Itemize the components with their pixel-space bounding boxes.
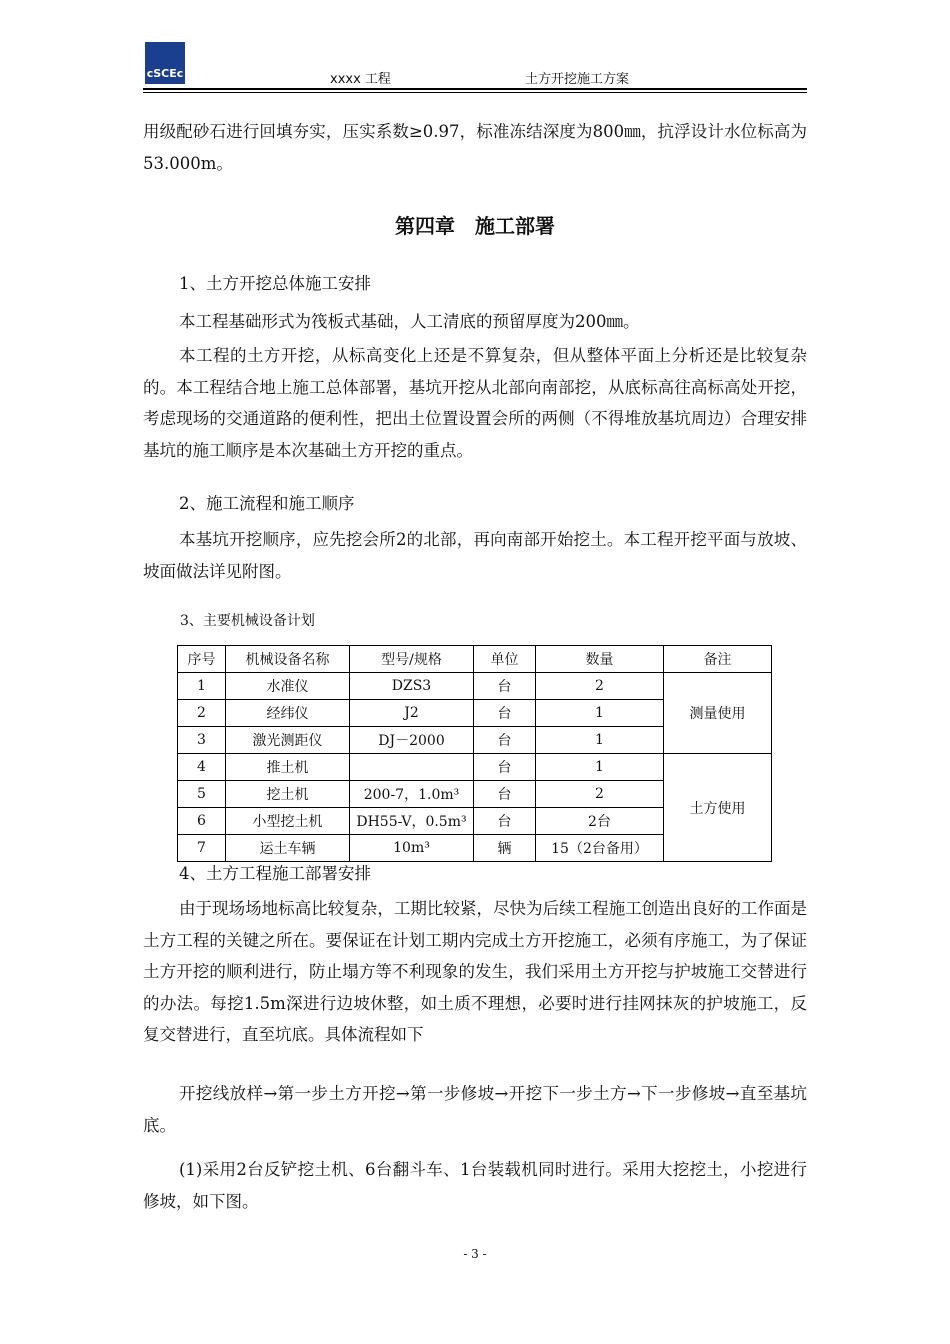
table-cell: DJ－2000 xyxy=(350,727,474,754)
section-1-paragraph-2: 本工程的土方开挖，从标高变化上还是不算复杂，但从整体平面上分析还是比较复杂的。本工程结合地上施工总体部署，基坑开挖从北部向南部挖，从底标高往高标高处开挖，考虑现场的交通道路的便利性，把出土位置设置会所的两侧（不得堆放基坑周边）合理安排基坑的施工顺序是本次基础土方开挖的重点。 xyxy=(143,346,807,460)
section-1-paragraph-1: 本工程基础形式为筏板式基础，人工清底的预留厚度为200㎜。 xyxy=(179,312,640,331)
table-row xyxy=(178,754,772,781)
table-cell: 200-7，1.0m³ xyxy=(350,781,474,808)
table-cell: 10m³ xyxy=(350,835,474,862)
table-remark-earth: 土方使用 xyxy=(664,754,772,862)
table-cell: 台 xyxy=(474,727,536,754)
table-cell: 2 xyxy=(178,700,226,727)
table-cell: 台 xyxy=(474,754,536,781)
section-4-paragraph-3: (1)采用2台反铲挖土机、6台翻斗车、1台装载机同时进行。采用大挖挖土，小挖进行修坡，如下图。 xyxy=(143,1160,807,1211)
table-cell: 5 xyxy=(178,781,226,808)
table-cell: 4 xyxy=(178,754,226,781)
table-cell: 推土机 xyxy=(226,754,350,781)
table-cell: 1 xyxy=(536,700,664,727)
table-cell: 1 xyxy=(536,727,664,754)
table-remark-survey: 测量使用 xyxy=(664,673,772,754)
section-4-paragraph-1: 由于现场场地标高比较复杂，工期比较紧，尽快为后续工程施工创造出良好的工作面是土方工程的关键之所在。要保证在计划工期内完成土方开挖施工，必须有序施工，为了保证土方开挖的顺利进行，防止塌方等不利现象的发生，我们采用土方开挖与护坡施工交替进行的办法。每挖1.5m深进行边坡休整，如土质不理想，必要时进行挂网抹灰的护坡施工，反复交替进行，直至坑底。具体流程如下 xyxy=(143,899,807,1044)
table-cell: 运土车辆 xyxy=(226,835,350,862)
table-cell: 台 xyxy=(474,700,536,727)
table-header-row xyxy=(178,646,772,673)
company-logo xyxy=(145,42,185,84)
table-header-cell: 单位 xyxy=(474,646,536,673)
header-rule-thin xyxy=(143,92,807,93)
table-header-cell: 备注 xyxy=(664,646,772,673)
table-row xyxy=(178,673,772,700)
section-2-title: 2、施工流程和施工顺序 xyxy=(179,494,355,513)
table-cell: 水准仪 xyxy=(226,673,350,700)
table-cell xyxy=(350,754,474,781)
table-cell: 2台 xyxy=(536,808,664,835)
chapter-title: 第四章 施工部署 xyxy=(395,214,555,238)
header-project: xxxx 工程 xyxy=(330,72,391,87)
section-2-paragraph-1: 本基坑开挖顺序，应先挖会所2的北部，再向南部开始挖土。本工程开挖平面与放坡、坡面做法详见附图。 xyxy=(143,530,807,581)
header-doc-title: 土方开挖施工方案 xyxy=(525,72,630,87)
page-number: - 3 - xyxy=(463,1247,487,1261)
table-cell: 2 xyxy=(536,673,664,700)
table-header-cell: 序号 xyxy=(178,646,226,673)
table-cell: 台 xyxy=(474,673,536,700)
table-cell: DZS3 xyxy=(350,673,474,700)
section-4-flow: 开挖线放样→第一步土方开挖→第一步修坡→开挖下一步土方→下一步修坡→直至基坑底。 xyxy=(143,1084,807,1135)
section-3-title: 3、主要机械设备计划 xyxy=(180,613,315,629)
table-cell: 经纬仪 xyxy=(226,700,350,727)
table-cell: 小型挖土机 xyxy=(226,808,350,835)
equipment-table xyxy=(177,645,772,862)
table-header-cell: 机械设备名称 xyxy=(226,646,350,673)
table-cell: J2 xyxy=(350,700,474,727)
table-cell: 台 xyxy=(474,781,536,808)
table-header-cell: 数量 xyxy=(536,646,664,673)
section-1-title: 1、土方开挖总体施工安排 xyxy=(179,274,371,293)
header-rule xyxy=(143,88,807,90)
table-cell: DH55-V，0.5m³ xyxy=(350,808,474,835)
section-4-title: 4、土方工程施工部署安排 xyxy=(179,864,371,883)
table-cell: 6 xyxy=(178,808,226,835)
intro-paragraph: 用级配砂石进行回填夯实，压实系数≥0.97，标准冻结深度为800㎜，抗浮设计水位标高为53.000m。 xyxy=(143,122,807,173)
table-cell: 2 xyxy=(536,781,664,808)
logo-text: cSCEc xyxy=(146,67,184,80)
table-cell: 1 xyxy=(536,754,664,781)
table-cell: 7 xyxy=(178,835,226,862)
table-cell: 15（2台备用） xyxy=(536,835,664,862)
table-cell: 激光测距仪 xyxy=(226,727,350,754)
table-header-cell: 型号/规格 xyxy=(350,646,474,673)
table-cell: 挖土机 xyxy=(226,781,350,808)
table-cell: 3 xyxy=(178,727,226,754)
table-cell: 台 xyxy=(474,808,536,835)
table-cell: 1 xyxy=(178,673,226,700)
table-cell: 辆 xyxy=(474,835,536,862)
